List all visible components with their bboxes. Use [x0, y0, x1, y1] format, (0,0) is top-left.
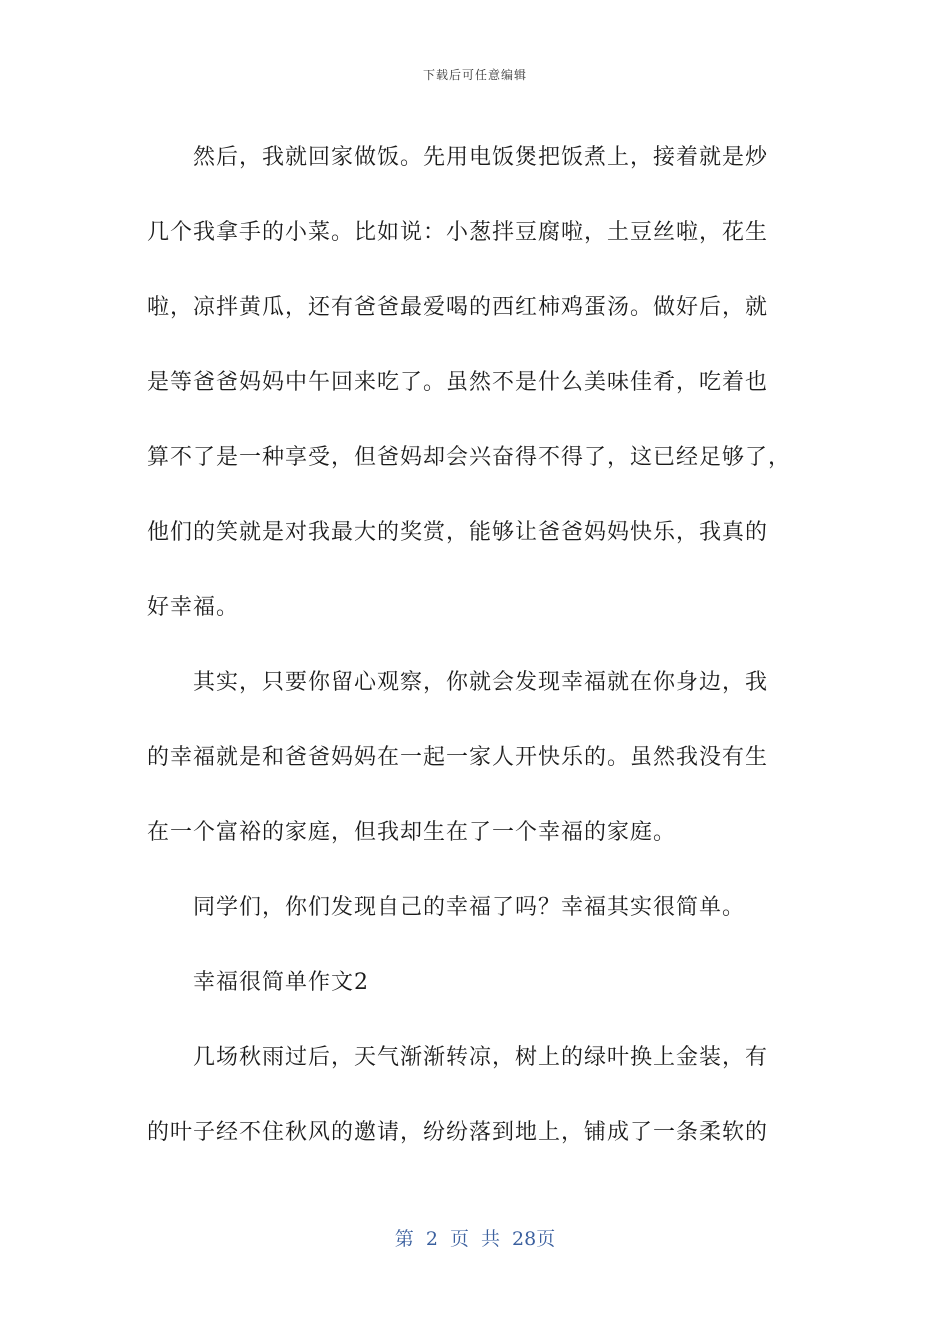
text-line: 他们的笑就是对我最大的奖赏，能够让爸爸妈妈快乐，我真的: [147, 520, 769, 545]
text-line: 的叶子经不住秋风的邀请，纷纷落到地上，铺成了一条柔软的: [147, 1120, 769, 1145]
text-line: 在一个富裕的家庭，但我却生在了一个幸福的家庭。: [147, 820, 677, 845]
header-note: 下载后可任意编辑: [422, 68, 527, 82]
text-line: 同学们，你们发现自己的幸福了吗？幸福其实很简单。: [193, 895, 746, 920]
text-line: 然后，我就回家做饭。先用电饭煲把饭煮上，接着就是炒: [193, 145, 769, 170]
text-line: 几场秋雨过后，天气渐渐转凉，树上的绿叶换上金装，有: [193, 1045, 769, 1070]
text-line: 好幸福。: [147, 595, 240, 620]
text-line: 啦，凉拌黄瓜，还有爸爸最爱喝的西红柿鸡蛋汤。做好后，就: [147, 295, 769, 320]
document-body: [147, 120, 807, 1170]
text-line: 是等爸爸妈妈中午回来吃了。虽然不是什么美味佳肴，吃着也: [147, 370, 769, 395]
text-line: 其实，只要你留心观察，你就会发现幸福就在你身边，我: [193, 670, 769, 695]
text-line: 的幸福就是和爸爸妈妈在一起一家人开快乐的。虽然我没有生: [147, 745, 769, 770]
text-line: 几个我拿手的小菜。比如说：小葱拌豆腐啦，土豆丝啦，花生: [147, 220, 769, 245]
page-number: 第 2 页 共 28页: [394, 1228, 556, 1250]
text-line: 算不了是一种享受，但爸妈却会兴奋得不得了，这已经足够了，: [147, 445, 792, 470]
section-heading: 幸福很简单作文2: [193, 970, 369, 995]
